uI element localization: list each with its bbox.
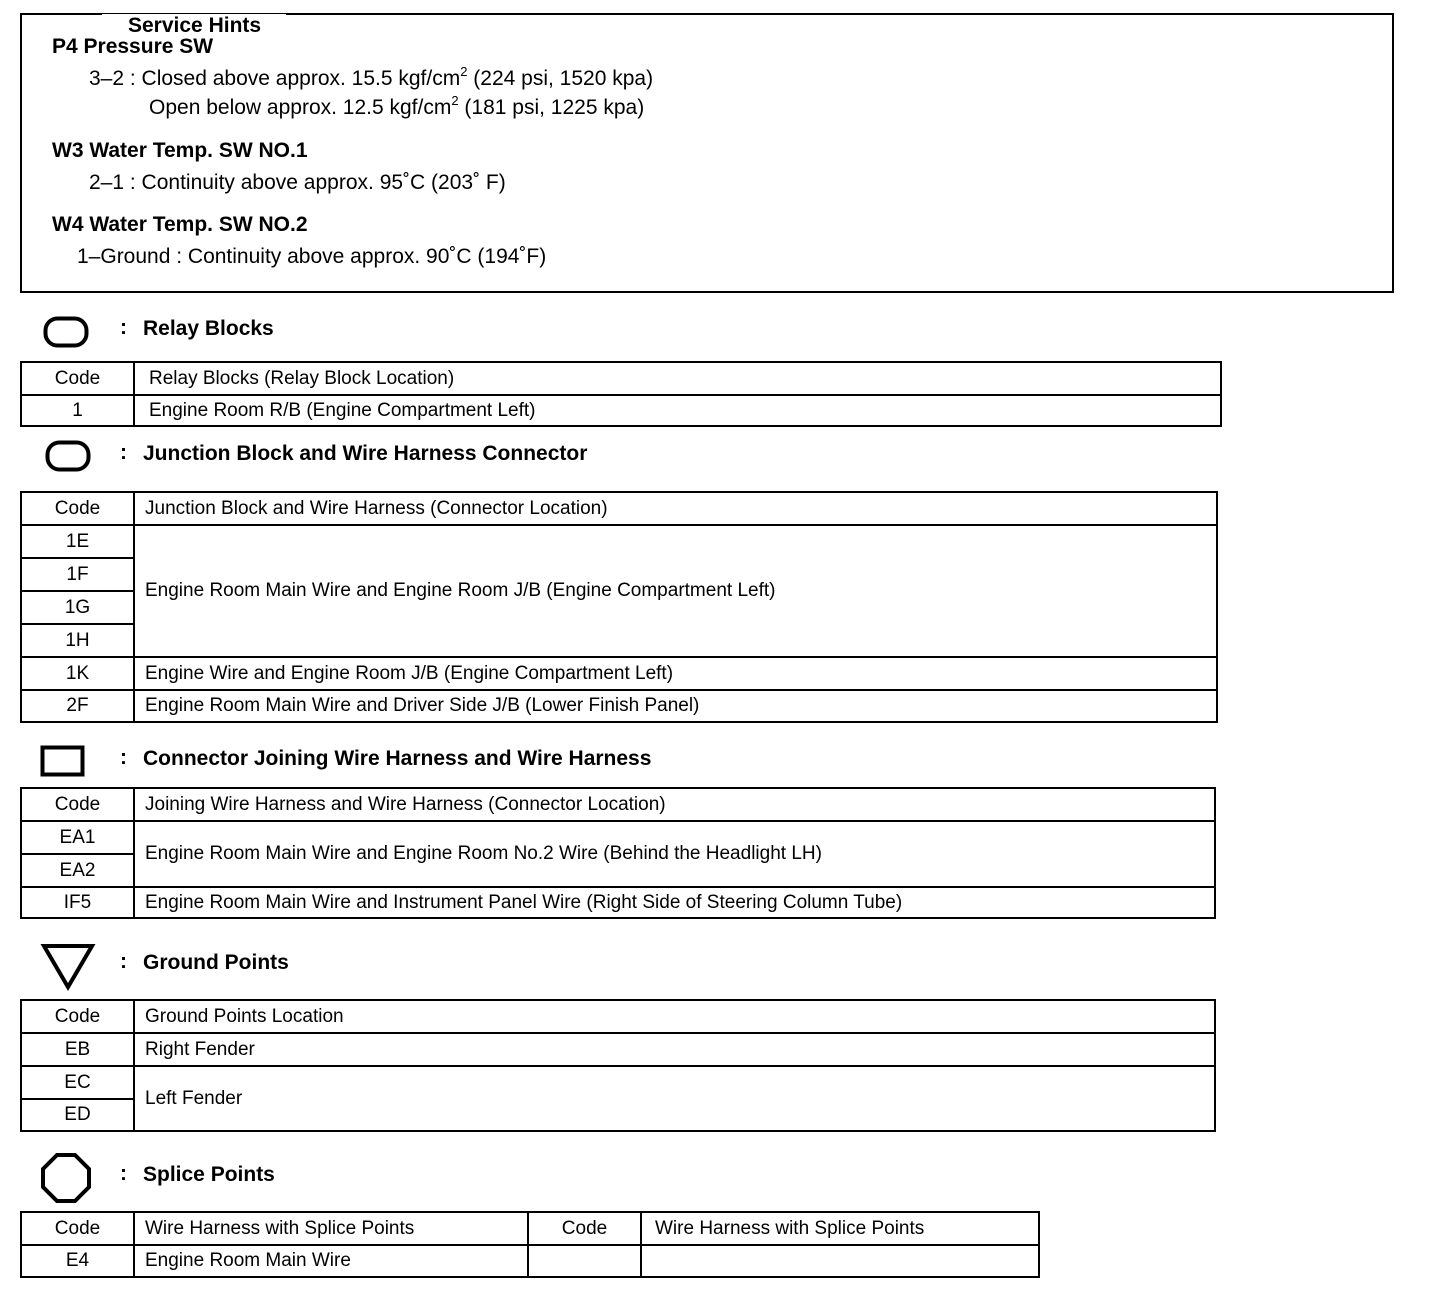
table-row: [21, 1245, 1039, 1277]
code-cell: 1G: [21, 591, 134, 624]
ground-heading: Ground Points: [143, 951, 289, 974]
relay-blocks-heading: Relay Blocks: [143, 317, 274, 340]
relay-blocks-table: [20, 361, 1222, 427]
connectors-table: [20, 787, 1216, 919]
p4-title: P4 Pressure SW: [52, 35, 214, 58]
header-desc: Wire Harness with Splice Points: [641, 1212, 1039, 1245]
table-row: [21, 395, 1221, 426]
code-cell: ED: [21, 1099, 134, 1131]
connectors-colon: :: [120, 746, 127, 769]
ground-colon: :: [120, 950, 127, 973]
code-cell: EB: [21, 1033, 134, 1066]
rounded-rect-icon: [45, 440, 91, 472]
header-desc: Joining Wire Harness and Wire Harness (Connector Location): [134, 788, 1215, 821]
header-code: Code: [528, 1212, 641, 1245]
header-code: Code: [21, 1000, 134, 1033]
desc-cell: Engine Room Main Wire: [134, 1245, 528, 1277]
table-header-row: [21, 1000, 1215, 1033]
desc-cell: Right Fender: [134, 1033, 1215, 1066]
octagon-icon: [40, 1152, 92, 1204]
code-cell: 1H: [21, 624, 134, 657]
w3-title: W3 Water Temp. SW NO.1: [52, 139, 308, 162]
rectangle-icon: [40, 745, 86, 777]
p4-line-2: Open below approx. 12.5 kgf/$cm^2$ (181 psi, 1225 kpa): [149, 93, 645, 119]
table-row: [21, 525, 1217, 558]
table-row: [21, 1066, 1215, 1099]
splice-heading: Splice Points: [143, 1163, 275, 1186]
p4-line-1: 3–2 : Closed above approx. 15.5 kgf/$cm^2$ (224 psi, 1520 kpa): [89, 64, 654, 90]
code-cell: 1E: [21, 525, 134, 558]
w4-title: W4 Water Temp. SW NO.2: [52, 213, 308, 236]
table-row: [21, 657, 1217, 690]
empty-cell: [528, 1245, 641, 1277]
code-cell: E4: [21, 1245, 134, 1277]
desc-cell: Engine Room Main Wire and Engine Room J/B (Engine Compartment Left): [134, 525, 1217, 657]
connectors-heading: Connector Joining Wire Harness and Wire Harness: [143, 747, 652, 770]
desc-cell: Engine Wire and Engine Room J/B (Engine Compartment Left): [134, 657, 1217, 690]
desc-cell: Engine Room Main Wire and Driver Side J/B (Lower Finish Panel): [134, 690, 1217, 722]
table-header-row: [21, 788, 1215, 821]
w4-line: 1–Ground : Continuity above approx. 90˚C (194˚F): [77, 245, 547, 268]
table-header-row: [21, 492, 1217, 525]
relay-blocks-colon: :: [120, 316, 127, 339]
header-code: Code: [21, 362, 134, 395]
header-code: Code: [21, 1212, 134, 1245]
header-desc: Relay Blocks (Relay Block Location): [134, 362, 1221, 395]
code-cell: 1F: [21, 558, 134, 591]
code-cell: 1: [21, 395, 134, 426]
desc-cell: Engine Room Main Wire and Instrument Panel Wire (Right Side of Steering Column Tube): [134, 887, 1215, 918]
table-header-row: [21, 1212, 1039, 1245]
desc-cell: Engine Room R/B (Engine Compartment Left): [134, 395, 1221, 426]
rounded-rect-icon: [43, 316, 89, 348]
header-code: Code: [21, 788, 134, 821]
junction-table: [20, 491, 1218, 723]
header-code: Code: [21, 492, 134, 525]
empty-cell: [641, 1245, 1039, 1277]
header-desc: Junction Block and Wire Harness (Connector Location): [134, 492, 1217, 525]
desc-cell: Left Fender: [134, 1066, 1215, 1131]
code-cell: 1K: [21, 657, 134, 690]
inverted-triangle-icon: [40, 943, 96, 991]
ground-table: [20, 999, 1216, 1132]
table-row: [21, 690, 1217, 722]
code-cell: 2F: [21, 690, 134, 722]
w3-line: 2–1 : Continuity above approx. 95˚C (203˚ F): [89, 171, 506, 194]
code-cell: IF5: [21, 887, 134, 918]
desc-cell: Engine Room Main Wire and Engine Room No.2 Wire (Behind the Headlight LH): [134, 821, 1215, 887]
table-row: [21, 821, 1215, 854]
splice-colon: :: [120, 1162, 127, 1185]
table-row: [21, 1033, 1215, 1066]
code-cell: EC: [21, 1066, 134, 1099]
junction-colon: :: [120, 441, 127, 464]
code-cell: EA2: [21, 854, 134, 887]
table-header-row: [21, 362, 1221, 395]
service-hints-title: Service Hints: [102, 14, 286, 38]
splice-table: [20, 1211, 1040, 1278]
table-row: [21, 887, 1215, 918]
junction-heading: Junction Block and Wire Harness Connector: [143, 442, 588, 465]
header-desc: Wire Harness with Splice Points: [134, 1212, 528, 1245]
header-desc: Ground Points Location: [134, 1000, 1215, 1033]
code-cell: EA1: [21, 821, 134, 854]
